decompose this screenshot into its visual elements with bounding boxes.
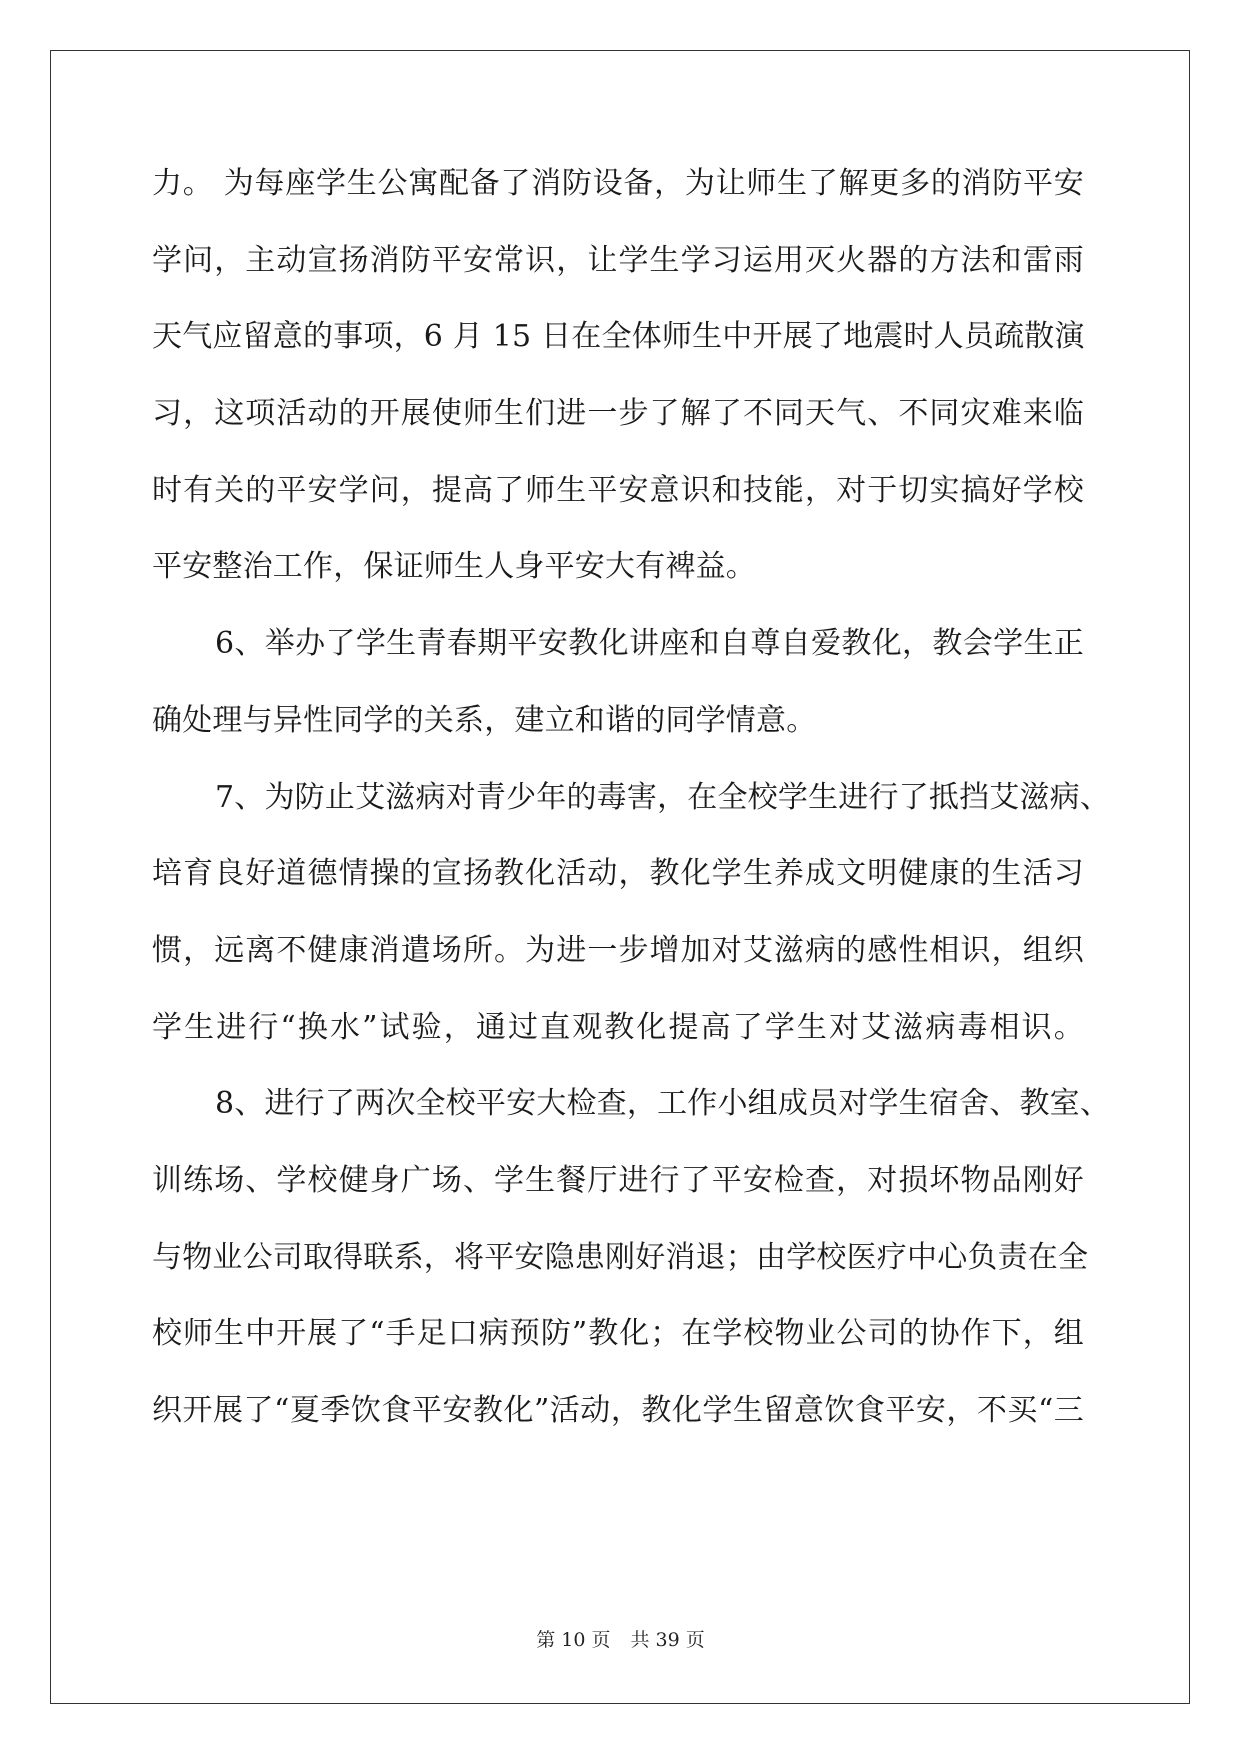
text-line: 校师生中开展了“手足口病预防”教化；在学校物业公司的协作下，组 [152, 1316, 1084, 1352]
text-line: 平安整治工作，保证师生人身平安大有裨益。 [152, 549, 756, 585]
text-line: 时有关的平安学问，提高了师生平安意识和技能，对于切实搞好学校 [152, 472, 1084, 508]
text-line: 与物业公司取得联系，将平安隐患刚好消退；由学校医疗中心负责在全 [152, 1239, 1089, 1275]
text-line: 织开展了“夏季饮食平安教化”活动，教化学生留意饮食平安，不买“三 [152, 1393, 1084, 1428]
page-footer [0, 1628, 1241, 1652]
document-body [152, 164, 1111, 1468]
text-line: 惯，远离不健康消遣场所。为进一步增加对艾滋病的感性相识，组织 [152, 932, 1084, 968]
text-line: 学生进行“换水”试验，通过直观教化提高了学生对艾滋病毒相识。 [152, 1009, 1084, 1045]
text-line: 确处理与异性同学的关系，建立和谐的同学情意。 [152, 702, 817, 738]
text-line: 7、为防止艾滋病对青少年的毒害，在全校学生进行了抵挡艾滋病、 [215, 779, 1111, 815]
page-number: 第 10 页 [536, 1629, 611, 1651]
text-line: 培育良好道德情操的宣扬教化活动，教化学生养成文明健康的生活习 [152, 856, 1084, 892]
text-line: 力。 为每座学生公寓配备了消防设备，为让师生了解更多的消防平安 [152, 166, 1084, 201]
text-line: 6、举办了学生青春期平安教化讲座和自尊自爱教化，教会学生正 [215, 626, 1084, 662]
total-pages: 共 39 页 [630, 1629, 705, 1651]
text-line: 学问，主动宣扬消防平安常识，让学生学习运用灭火器的方法和雷雨 [152, 242, 1084, 278]
text-line: 8、进行了两次全校平安大检查，工作小组成员对学生宿舍、教室、 [215, 1086, 1111, 1122]
text-line: 训练场、学校健身广场、学生餐厅进行了平安检查，对损坏物品刚好 [152, 1162, 1084, 1198]
text-line: 习，这项活动的开展使师生们进一步了解了不同天气、不同灾难来临 [152, 396, 1084, 432]
text-line: 天气应留意的事项，6 月 15 日在全体师生中开展了地震时人员疏散演 [152, 319, 1085, 355]
